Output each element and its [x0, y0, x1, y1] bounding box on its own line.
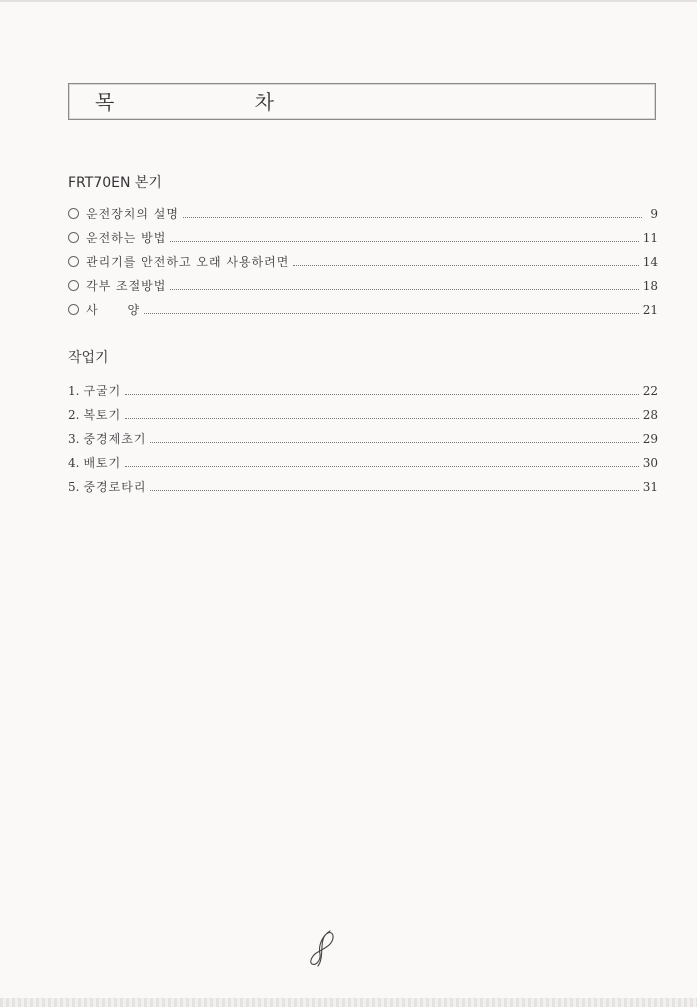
- toc-item-label: 사 양: [86, 303, 141, 317]
- dot-leader: [144, 302, 639, 314]
- page-title: 목 차: [95, 90, 341, 114]
- toc-item[interactable]: [68, 205, 658, 229]
- toc-item[interactable]: [68, 301, 658, 325]
- toc-item[interactable]: [68, 454, 658, 478]
- toc-item-page: 31: [642, 480, 658, 494]
- circle-bullet-icon: [68, 232, 79, 243]
- toc-item-label: 관리기를 안전하고 오래 사용하려면: [86, 255, 290, 269]
- dot-leader: [125, 455, 638, 467]
- toc-list-attachments: [68, 382, 658, 502]
- title-box: [68, 83, 656, 120]
- toc-item-label: 각부 조절방법: [86, 279, 167, 293]
- toc-item[interactable]: [68, 382, 658, 406]
- circle-bullet-icon: [68, 256, 79, 267]
- toc-item-number: 1.: [68, 384, 80, 398]
- toc-item[interactable]: [68, 253, 658, 277]
- circle-bullet-icon: [68, 208, 79, 219]
- toc-item-label: 중경제초기: [83, 432, 147, 446]
- toc-item[interactable]: [68, 229, 658, 253]
- handwritten-mark: [308, 928, 338, 968]
- toc-item[interactable]: [68, 406, 658, 430]
- toc-item-number: 4.: [68, 456, 80, 470]
- toc-item-page: 22: [642, 384, 658, 398]
- toc-item[interactable]: [68, 277, 658, 301]
- toc-item-page: 21: [642, 303, 658, 317]
- toc-item-label: 중경로타리: [83, 480, 147, 494]
- dot-leader: [125, 383, 638, 395]
- toc-item-page: 9: [650, 207, 658, 221]
- toc-item-page: 29: [642, 432, 658, 446]
- circle-bullet-icon: [68, 280, 79, 291]
- page-edge-top: [0, 0, 697, 2]
- toc-item-page: 28: [642, 408, 658, 422]
- toc-item-label: 구굴기: [83, 384, 122, 398]
- toc-item-number: 2.: [68, 408, 80, 422]
- section-heading-main-unit: FRT70EN 본기: [68, 175, 162, 191]
- toc-item-page: 11: [642, 231, 658, 245]
- page-edge-bottom: [0, 998, 697, 1007]
- dot-leader: [150, 479, 638, 491]
- toc-item-page: 18: [642, 279, 658, 293]
- dot-leader: [150, 431, 638, 443]
- toc-item[interactable]: [68, 478, 658, 502]
- dot-leader: [125, 407, 638, 419]
- toc-item-number: 5.: [68, 480, 80, 494]
- toc-item-page: 14: [642, 255, 658, 269]
- toc-item-label: 운전장치의 설명: [86, 207, 179, 221]
- toc-item-label: 배토기: [83, 456, 122, 470]
- toc-item-page: 30: [642, 456, 658, 470]
- section-heading-attachments: 작업기: [68, 350, 109, 366]
- dot-leader: [170, 278, 638, 290]
- dot-leader: [293, 254, 638, 266]
- circle-bullet-icon: [68, 304, 79, 315]
- toc-item-number: 3.: [68, 432, 80, 446]
- dot-leader: [183, 206, 642, 218]
- toc-list-main-unit: [68, 205, 658, 325]
- toc-item-label: 운전하는 방법: [86, 231, 167, 245]
- dot-leader: [170, 230, 638, 242]
- toc-item-label: 복토기: [83, 408, 122, 422]
- toc-item[interactable]: [68, 430, 658, 454]
